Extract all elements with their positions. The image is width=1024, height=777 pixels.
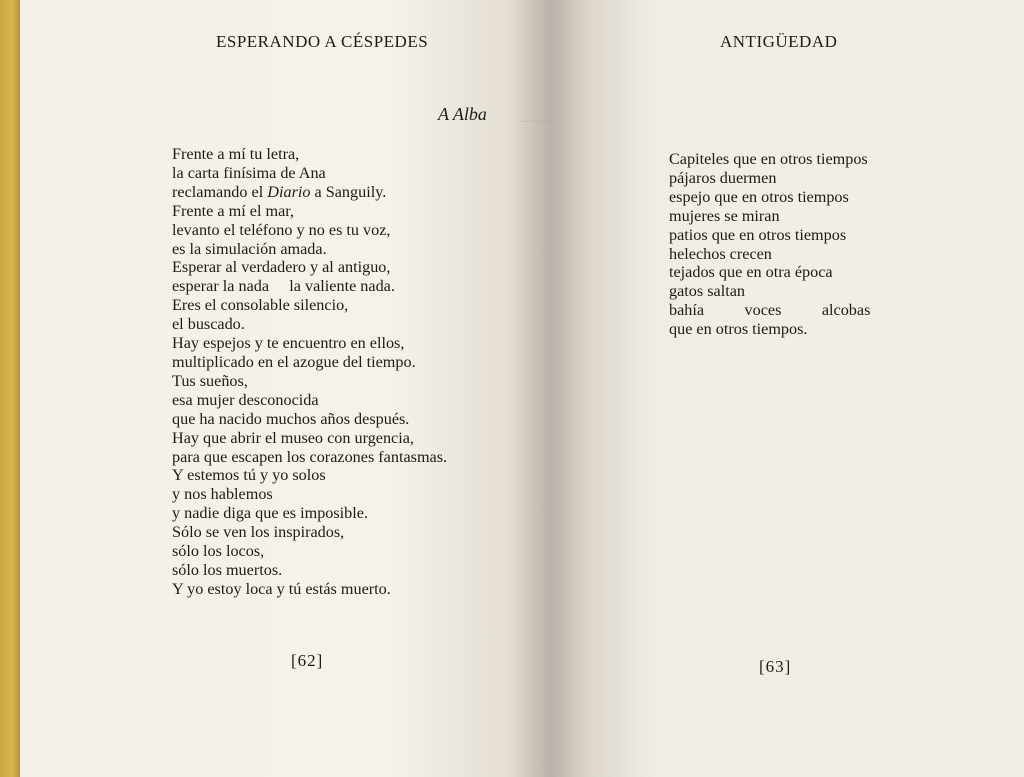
poem-line: reclamando el Diario a Sanguily. <box>172 182 387 201</box>
poem-line: y nadie diga que es imposible. <box>172 504 369 523</box>
poem-line: pájaros duermen <box>669 168 777 187</box>
poem-line: sólo los muertos. <box>172 560 283 579</box>
poem-line: para que escapen los corazones fantasmas. <box>172 447 448 466</box>
left-poem <box>172 145 447 599</box>
poem-line: esperar la nada la valiente nada. <box>172 277 395 296</box>
poem-line: que en otros tiempos. <box>669 320 808 339</box>
poem-line: que ha nacido muchos años después. <box>172 409 410 428</box>
poem-line: Esperar al verdadero y al antiguo, <box>172 258 391 277</box>
book-page-edges <box>0 0 20 777</box>
poem-line: Hay que abrir el museo con urgencia, <box>172 428 414 447</box>
poem-line: gatos saltan <box>669 282 745 301</box>
poem-line: el buscado. <box>172 315 245 334</box>
poem-line: Frente a mí el mar, <box>172 201 295 220</box>
poem-line: helechos crecen <box>669 244 772 263</box>
right-poem <box>669 150 870 339</box>
poem-line: patios que en otros tiempos <box>669 225 847 244</box>
poem-line: sólo los locos, <box>172 542 265 561</box>
poem-line: la carta finísima de Ana <box>172 163 326 182</box>
poem-line: levanto el teléfono y no es tu voz, <box>172 220 391 239</box>
poem-line: espejo que en otros tiempos <box>669 187 849 206</box>
poem-line: Y estemos tú y yo solos <box>172 466 326 485</box>
poem-line: Frente a mí tu letra, <box>172 145 300 163</box>
poem-line: Tus sueños, <box>172 371 248 390</box>
left-page: ——— <box>20 0 550 777</box>
poem-line: es la simulación amada. <box>172 239 327 258</box>
poem-line: mujeres se miran <box>669 206 780 225</box>
poem-line: tejados que en otra época <box>669 263 833 282</box>
poem-line: Eres el consolable silencio, <box>172 296 349 315</box>
poem-line: esa mujer desconocida <box>172 390 319 409</box>
italic-title: Diario <box>267 182 311 201</box>
poem-line: Sólo se ven los inspirados, <box>172 523 345 542</box>
poem-line: multiplicado en el azogue del tiempo. <box>172 352 416 371</box>
poem-line: Y yo estoy loca y tú estás muerto. <box>172 579 391 598</box>
right-page-number: [63] <box>759 657 792 676</box>
dedication: A Alba <box>438 104 487 124</box>
poem-line: Capiteles que en otros tiempos <box>669 150 868 168</box>
poem-line: bahía voces alcobas <box>669 301 871 320</box>
left-running-head: ESPERANDO A CÉSPEDES <box>216 32 429 51</box>
poem-line: Hay espejos y te encuentro en ellos, <box>172 334 405 353</box>
right-running-head: ANTIGÜEDAD <box>720 32 838 51</box>
left-page-number: [62] <box>291 651 324 670</box>
poem-line: y nos hablemos <box>172 485 273 504</box>
